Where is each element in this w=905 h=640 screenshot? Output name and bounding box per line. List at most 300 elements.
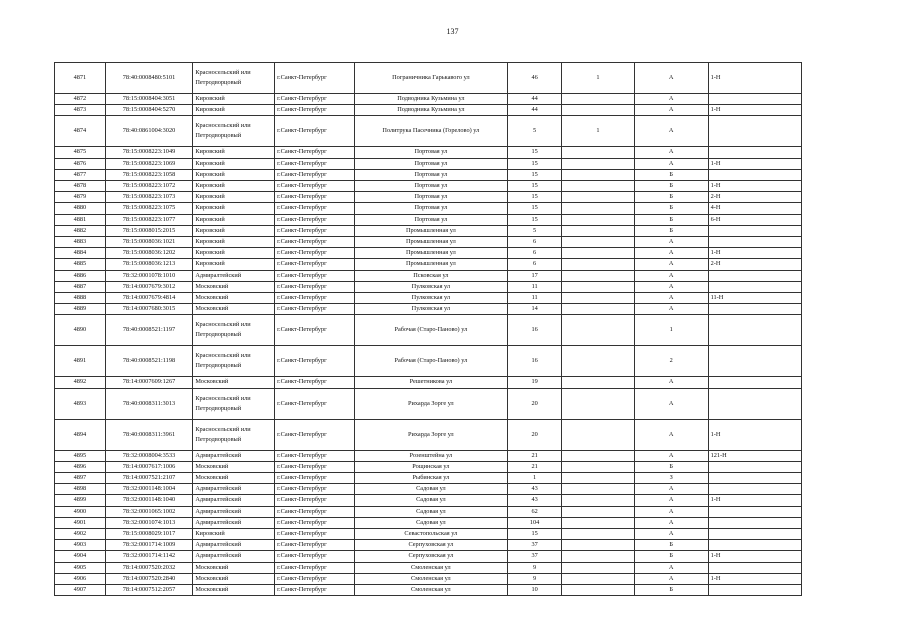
- building-letter: А: [634, 281, 708, 292]
- building-number: [562, 562, 635, 573]
- room-number: [708, 473, 801, 484]
- cadastral-number: 78:14:0007609:1267: [105, 377, 193, 388]
- table-row: [55, 315, 802, 346]
- building-number: [562, 214, 635, 225]
- row-number: 4905: [55, 562, 106, 573]
- district-name: Адмиралтейский: [193, 495, 275, 506]
- street-name: Промышленная ул: [354, 237, 507, 248]
- district-name: Красносельский или Петродворцовый: [193, 419, 275, 450]
- street-name: Серпуховская ул: [354, 551, 507, 562]
- cadastral-number: 78:40:0008311:3013: [105, 388, 193, 419]
- cadastral-number: 78:14:0007680:3015: [105, 304, 193, 315]
- table-row: [55, 158, 802, 169]
- house-number: 10: [508, 585, 562, 596]
- city-name: г.Санкт-Петербург: [275, 181, 355, 192]
- house-number: 1: [508, 473, 562, 484]
- room-number: [708, 562, 801, 573]
- city-name: г.Санкт-Петербург: [275, 293, 355, 304]
- row-number: 4884: [55, 248, 106, 259]
- building-number: [562, 281, 635, 292]
- district-name: Кировский: [193, 237, 275, 248]
- row-number: 4892: [55, 377, 106, 388]
- cadastral-number: 78:15:0008036:1202: [105, 248, 193, 259]
- table-row: [55, 495, 802, 506]
- city-name: г.Санкт-Петербург: [275, 419, 355, 450]
- cadastral-number: 78:40:0008521:1197: [105, 315, 193, 346]
- building-letter: Б: [634, 585, 708, 596]
- district-name: Красносельский или Петродворцовый: [193, 315, 275, 346]
- room-number: 6-Н: [708, 214, 801, 225]
- table-row: [55, 551, 802, 562]
- district-name: Красносельский или Петродворцовый: [193, 346, 275, 377]
- building-number: [562, 419, 635, 450]
- room-number: [708, 540, 801, 551]
- room-number: 1-Н: [708, 419, 801, 450]
- street-name: Серпуховская ул: [354, 540, 507, 551]
- cadastral-number: 78:15:0008223:1073: [105, 192, 193, 203]
- row-number: 4891: [55, 346, 106, 377]
- row-number: 4871: [55, 63, 106, 94]
- table-row: [55, 293, 802, 304]
- table-row: [55, 281, 802, 292]
- room-number: [708, 270, 801, 281]
- row-number: 4897: [55, 473, 106, 484]
- city-name: г.Санкт-Петербург: [275, 377, 355, 388]
- city-name: г.Санкт-Петербург: [275, 225, 355, 236]
- row-number: 4872: [55, 94, 106, 105]
- table-body: [55, 63, 802, 596]
- street-name: Портовая ул: [354, 181, 507, 192]
- table-row: [55, 214, 802, 225]
- street-name: Розенштейна ул: [354, 450, 507, 461]
- row-number: 4876: [55, 158, 106, 169]
- building-letter: А: [634, 517, 708, 528]
- city-name: г.Санкт-Петербург: [275, 315, 355, 346]
- building-letter: А: [634, 237, 708, 248]
- city-name: г.Санкт-Петербург: [275, 346, 355, 377]
- building-letter: А: [634, 63, 708, 94]
- table-row: [55, 116, 802, 147]
- room-number: 11-Н: [708, 293, 801, 304]
- district-name: Адмиралтейский: [193, 270, 275, 281]
- street-name: Пулковская ул: [354, 304, 507, 315]
- district-name: Московский: [193, 585, 275, 596]
- building-letter: Б: [634, 181, 708, 192]
- table-row: [55, 506, 802, 517]
- street-name: Рощинская ул: [354, 461, 507, 472]
- building-number: [562, 169, 635, 180]
- city-name: г.Санкт-Петербург: [275, 203, 355, 214]
- district-name: Московский: [193, 562, 275, 573]
- cadastral-number: 78:32:0001074:1013: [105, 517, 193, 528]
- house-number: 16: [508, 346, 562, 377]
- room-number: [708, 377, 801, 388]
- house-number: 21: [508, 461, 562, 472]
- cadastral-number: 78:15:0008223:1049: [105, 147, 193, 158]
- district-name: Кировский: [193, 248, 275, 259]
- building-number: [562, 529, 635, 540]
- table-row: [55, 225, 802, 236]
- room-number: 1-Н: [708, 63, 801, 94]
- district-name: Кировский: [193, 259, 275, 270]
- building-letter: А: [634, 419, 708, 450]
- row-number: 4887: [55, 281, 106, 292]
- room-number: 1-Н: [708, 248, 801, 259]
- house-number: 11: [508, 293, 562, 304]
- district-name: Кировский: [193, 181, 275, 192]
- cadastral-number: 78:40:0008480:5101: [105, 63, 193, 94]
- building-letter: Б: [634, 225, 708, 236]
- house-number: 5: [508, 225, 562, 236]
- building-number: [562, 203, 635, 214]
- street-name: Портовая ул: [354, 158, 507, 169]
- building-number: [562, 388, 635, 419]
- street-name: Промышленная ул: [354, 225, 507, 236]
- house-number: 17: [508, 270, 562, 281]
- cadastral-number: 78:32:0001714:1009: [105, 540, 193, 551]
- city-name: г.Санкт-Петербург: [275, 147, 355, 158]
- table-row: [55, 377, 802, 388]
- row-number: 4879: [55, 192, 106, 203]
- room-number: 1-Н: [708, 181, 801, 192]
- table-row: [55, 562, 802, 573]
- house-number: 15: [508, 529, 562, 540]
- building-letter: А: [634, 293, 708, 304]
- cadastral-number: 78:15:0008223:1075: [105, 203, 193, 214]
- table-row: [55, 517, 802, 528]
- room-number: [708, 484, 801, 495]
- city-name: г.Санкт-Петербург: [275, 259, 355, 270]
- row-number: 4878: [55, 181, 106, 192]
- table-row: [55, 63, 802, 94]
- house-number: 43: [508, 495, 562, 506]
- house-number: 15: [508, 203, 562, 214]
- city-name: г.Санкт-Петербург: [275, 495, 355, 506]
- row-number: 4900: [55, 506, 106, 517]
- room-number: [708, 346, 801, 377]
- room-number: 1-Н: [708, 158, 801, 169]
- house-number: 14: [508, 304, 562, 315]
- table-row: [55, 304, 802, 315]
- city-name: г.Санкт-Петербург: [275, 237, 355, 248]
- house-number: 44: [508, 94, 562, 105]
- cadastral-number: 78:15:0008036:1021: [105, 237, 193, 248]
- street-name: Портовая ул: [354, 169, 507, 180]
- city-name: г.Санкт-Петербург: [275, 94, 355, 105]
- building-number: [562, 461, 635, 472]
- house-number: 15: [508, 192, 562, 203]
- house-number: 43: [508, 484, 562, 495]
- cadastral-number: 78:15:0008223:1058: [105, 169, 193, 180]
- building-letter: А: [634, 388, 708, 419]
- street-name: Пулковская ул: [354, 293, 507, 304]
- cadastral-number: 78:15:0008029:1017: [105, 529, 193, 540]
- district-name: Красносельский или Петродворцовый: [193, 388, 275, 419]
- district-name: Московский: [193, 293, 275, 304]
- row-number: 4898: [55, 484, 106, 495]
- table-row: [55, 259, 802, 270]
- house-number: 15: [508, 147, 562, 158]
- building-number: [562, 540, 635, 551]
- room-number: [708, 169, 801, 180]
- district-name: Кировский: [193, 225, 275, 236]
- building-number: [562, 259, 635, 270]
- street-name: Подводника Кузьмина ул: [354, 105, 507, 116]
- street-name: Садовая ул: [354, 506, 507, 517]
- building-number: [562, 346, 635, 377]
- row-number: 4907: [55, 585, 106, 596]
- street-name: Рабочая (Старо-Паново) ул: [354, 315, 507, 346]
- building-letter: Б: [634, 169, 708, 180]
- table-row: [55, 540, 802, 551]
- house-number: 9: [508, 562, 562, 573]
- property-table: [54, 62, 802, 596]
- room-number: 121-Н: [708, 450, 801, 461]
- street-name: Рихарда Зорге ул: [354, 419, 507, 450]
- cadastral-number: 78:40:0008311:3961: [105, 419, 193, 450]
- row-number: 4880: [55, 203, 106, 214]
- room-number: [708, 506, 801, 517]
- city-name: г.Санкт-Петербург: [275, 450, 355, 461]
- building-letter: А: [634, 573, 708, 584]
- cadastral-number: 78:15:0008223:1069: [105, 158, 193, 169]
- building-number: [562, 105, 635, 116]
- table-row: [55, 181, 802, 192]
- cadastral-number: 78:15:0008223:1072: [105, 181, 193, 192]
- house-number: 62: [508, 506, 562, 517]
- district-name: Кировский: [193, 94, 275, 105]
- table-row: [55, 484, 802, 495]
- street-name: Рихарда Зорге ул: [354, 388, 507, 419]
- cadastral-number: 78:14:0007520:2840: [105, 573, 193, 584]
- district-name: Кировский: [193, 105, 275, 116]
- row-number: 4904: [55, 551, 106, 562]
- room-number: [708, 585, 801, 596]
- building-letter: Б: [634, 203, 708, 214]
- room-number: [708, 304, 801, 315]
- cadastral-number: 78:14:0007679:3012: [105, 281, 193, 292]
- house-number: 37: [508, 551, 562, 562]
- building-letter: Б: [634, 214, 708, 225]
- room-number: [708, 388, 801, 419]
- district-name: Московский: [193, 461, 275, 472]
- building-number: 1: [562, 63, 635, 94]
- district-name: Адмиралтейский: [193, 450, 275, 461]
- room-number: 4-Н: [708, 203, 801, 214]
- building-number: [562, 573, 635, 584]
- table-row: [55, 147, 802, 158]
- building-number: [562, 473, 635, 484]
- row-number: 4894: [55, 419, 106, 450]
- table-row: [55, 237, 802, 248]
- cadastral-number: 78:40:0861004:3020: [105, 116, 193, 147]
- row-number: 4888: [55, 293, 106, 304]
- cadastral-number: 78:15:0008015:2015: [105, 225, 193, 236]
- city-name: г.Санкт-Петербург: [275, 116, 355, 147]
- building-number: [562, 248, 635, 259]
- street-name: Севастопольская ул: [354, 529, 507, 540]
- street-name: Портовая ул: [354, 192, 507, 203]
- building-number: [562, 377, 635, 388]
- district-name: Кировский: [193, 214, 275, 225]
- street-name: Портовая ул: [354, 203, 507, 214]
- room-number: [708, 517, 801, 528]
- city-name: г.Санкт-Петербург: [275, 281, 355, 292]
- cadastral-number: 78:32:0008004:3533: [105, 450, 193, 461]
- street-name: Политрука Пасечника (Горелово) ул: [354, 116, 507, 147]
- building-letter: А: [634, 248, 708, 259]
- street-name: Садовая ул: [354, 495, 507, 506]
- room-number: 2-Н: [708, 192, 801, 203]
- table-row: [55, 192, 802, 203]
- room-number: 2-Н: [708, 259, 801, 270]
- row-number: 4886: [55, 270, 106, 281]
- house-number: 16: [508, 315, 562, 346]
- building-number: [562, 304, 635, 315]
- room-number: [708, 116, 801, 147]
- room-number: [708, 315, 801, 346]
- street-name: Рыбинская ул: [354, 473, 507, 484]
- table-row: [55, 473, 802, 484]
- building-letter: А: [634, 562, 708, 573]
- city-name: г.Санкт-Петербург: [275, 248, 355, 259]
- city-name: г.Санкт-Петербург: [275, 529, 355, 540]
- building-letter: 2: [634, 346, 708, 377]
- city-name: г.Санкт-Петербург: [275, 192, 355, 203]
- table-row: [55, 346, 802, 377]
- building-letter: А: [634, 529, 708, 540]
- house-number: 6: [508, 248, 562, 259]
- building-number: [562, 147, 635, 158]
- street-name: Портовая ул: [354, 147, 507, 158]
- row-number: 4903: [55, 540, 106, 551]
- table-row: [55, 94, 802, 105]
- street-name: Смоленская ул: [354, 573, 507, 584]
- house-number: 6: [508, 237, 562, 248]
- row-number: 4896: [55, 461, 106, 472]
- building-number: [562, 450, 635, 461]
- district-name: Кировский: [193, 192, 275, 203]
- house-number: 15: [508, 214, 562, 225]
- building-number: [562, 506, 635, 517]
- building-letter: А: [634, 495, 708, 506]
- house-number: 104: [508, 517, 562, 528]
- house-number: 20: [508, 388, 562, 419]
- cadastral-number: 78:15:0008404:5270: [105, 105, 193, 116]
- city-name: г.Санкт-Петербург: [275, 585, 355, 596]
- building-letter: А: [634, 105, 708, 116]
- district-name: Красносельский или Петродворцовый: [193, 63, 275, 94]
- street-name: Пограничника Гарькавого ул: [354, 63, 507, 94]
- row-number: 4893: [55, 388, 106, 419]
- street-name: Рабочая (Старо-Паново) ул: [354, 346, 507, 377]
- district-name: Адмиралтейский: [193, 540, 275, 551]
- street-name: Пулковская ул: [354, 281, 507, 292]
- district-name: Московский: [193, 573, 275, 584]
- row-number: 4895: [55, 450, 106, 461]
- cadastral-number: 78:14:0007520:2032: [105, 562, 193, 573]
- building-number: [562, 551, 635, 562]
- district-name: Адмиралтейский: [193, 506, 275, 517]
- city-name: г.Санкт-Петербург: [275, 158, 355, 169]
- house-number: 44: [508, 105, 562, 116]
- building-number: [562, 585, 635, 596]
- row-number: 4901: [55, 517, 106, 528]
- room-number: 1-Н: [708, 105, 801, 116]
- building-letter: А: [634, 158, 708, 169]
- building-number: [562, 270, 635, 281]
- building-number: [562, 225, 635, 236]
- district-name: Адмиралтейский: [193, 551, 275, 562]
- row-number: 4874: [55, 116, 106, 147]
- building-letter: 1: [634, 315, 708, 346]
- building-letter: А: [634, 259, 708, 270]
- city-name: г.Санкт-Петербург: [275, 562, 355, 573]
- district-name: Кировский: [193, 169, 275, 180]
- district-name: Московский: [193, 281, 275, 292]
- building-letter: А: [634, 94, 708, 105]
- cadastral-number: 78:15:0008404:3051: [105, 94, 193, 105]
- room-number: [708, 147, 801, 158]
- building-letter: Б: [634, 540, 708, 551]
- city-name: г.Санкт-Петербург: [275, 388, 355, 419]
- district-name: Адмиралтейский: [193, 484, 275, 495]
- page-number: 137: [446, 27, 459, 36]
- table-row: [55, 105, 802, 116]
- district-name: Кировский: [193, 529, 275, 540]
- district-name: Московский: [193, 473, 275, 484]
- district-name: Московский: [193, 304, 275, 315]
- city-name: г.Санкт-Петербург: [275, 484, 355, 495]
- table-row: [55, 585, 802, 596]
- city-name: г.Санкт-Петербург: [275, 506, 355, 517]
- cadastral-number: 78:14:0007521:2107: [105, 473, 193, 484]
- house-number: 19: [508, 377, 562, 388]
- building-number: [562, 315, 635, 346]
- city-name: г.Санкт-Петербург: [275, 270, 355, 281]
- row-number: 4881: [55, 214, 106, 225]
- cadastral-number: 78:32:0001714:1142: [105, 551, 193, 562]
- building-letter: Б: [634, 551, 708, 562]
- table-row: [55, 573, 802, 584]
- street-name: Садовая ул: [354, 517, 507, 528]
- building-number: [562, 517, 635, 528]
- house-number: 20: [508, 419, 562, 450]
- cadastral-number: 78:15:0008036:1213: [105, 259, 193, 270]
- room-number: 1-Н: [708, 495, 801, 506]
- house-number: 15: [508, 181, 562, 192]
- street-name: Промышленная ул: [354, 248, 507, 259]
- room-number: [708, 529, 801, 540]
- cadastral-number: 78:32:0001148:1040: [105, 495, 193, 506]
- district-name: Московский: [193, 377, 275, 388]
- row-number: 4890: [55, 315, 106, 346]
- table-row: [55, 529, 802, 540]
- cadastral-number: 78:14:0007512:2057: [105, 585, 193, 596]
- cadastral-number: 78:14:0007617:1006: [105, 461, 193, 472]
- city-name: г.Санкт-Петербург: [275, 540, 355, 551]
- house-number: 15: [508, 169, 562, 180]
- building-letter: Б: [634, 461, 708, 472]
- building-letter: А: [634, 377, 708, 388]
- cadastral-number: 78:32:0001065:1002: [105, 506, 193, 517]
- table-row: [55, 203, 802, 214]
- district-name: Кировский: [193, 158, 275, 169]
- room-number: 1-Н: [708, 551, 801, 562]
- city-name: г.Санкт-Петербург: [275, 473, 355, 484]
- row-number: 4882: [55, 225, 106, 236]
- house-number: 21: [508, 450, 562, 461]
